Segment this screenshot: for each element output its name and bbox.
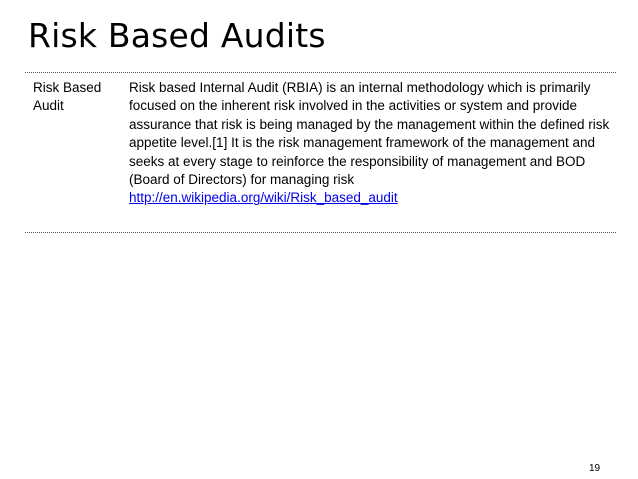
source-link[interactable]: http://en.wikipedia.org/wiki/Risk_based_audit [129, 190, 398, 206]
term-line: Audit [33, 98, 64, 114]
top-divider [25, 72, 616, 73]
bottom-divider [25, 232, 616, 233]
definition-term [33, 79, 113, 116]
definition-body [129, 79, 619, 208]
slide-title: Risk Based Audits [28, 16, 326, 55]
page-number: 19 [589, 463, 601, 474]
definition-text: Risk based Internal Audit (RBIA) is an internal methodology which is primarily focused on the inherent risk involved in the activities or system and provide assurance that risk is being managed by the management within the defined risk appetite level.[1] It is the risk management framework of the management and seeks at every stage to reinforce the responsibility of management and BOD (Board of Directors) for managing risk [129, 80, 610, 188]
term-line: Risk Based [33, 80, 102, 95]
